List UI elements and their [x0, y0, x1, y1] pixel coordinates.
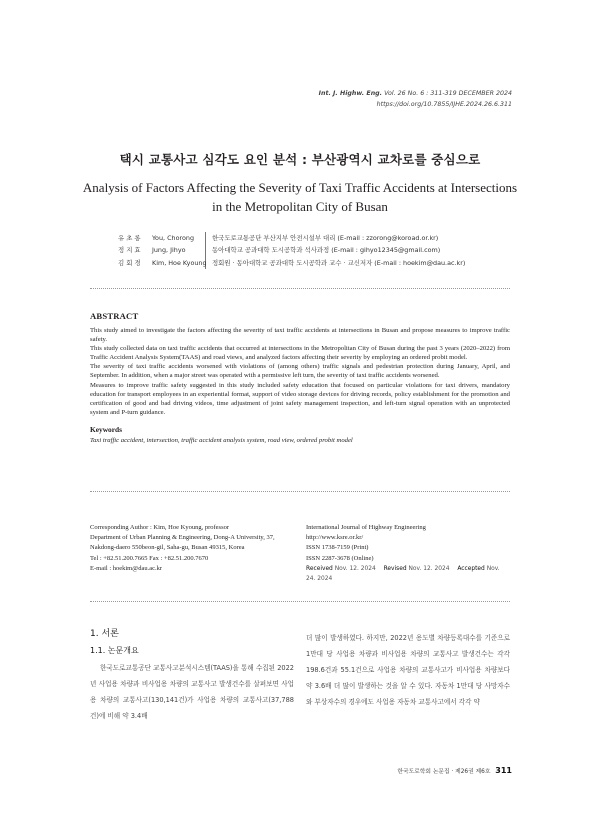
body-column-right — [306, 630, 510, 710]
journal-info-line: ISSN 1738-7159 (Print) — [306, 544, 369, 552]
author-name-en: You, Chorong — [152, 232, 206, 244]
dates-line — [306, 564, 510, 584]
author-affiliation: 한국도로교통공단 부산지부 안전시설부 대리 (E-mail : zzorong@koroad.or.kr) — [212, 234, 439, 242]
author-name-ko: 유 초 롱 — [118, 234, 141, 242]
corr-line: Corresponding Author : Kim, Hoe Kyoung, professor — [90, 524, 230, 531]
footer-journal: 한국도로학회 논문집 · 제26권 제6호 — [397, 769, 491, 775]
divider — [90, 491, 510, 492]
abstract-paragraph: Measures to improve traffic safety suggested in this study included safety education that focused on particular violations for taxi drivers, mandatory education for transport employees in an experiential format, support of video storage devices for driving records, policy establishment for the promotion and certification of good and bad driving videos, time adjustment of joint safety management inspection, and left-turn signal operation with an unprotected system and P-turn guidance. — [90, 381, 510, 416]
corr-line: Department of Urban Planning & Engineering, Dong-A University, 37, — [90, 534, 275, 542]
title-korean: 택시 교통사고 심각도 요인 분석 : 부산광역시 교차로를 중심으로 — [119, 152, 481, 167]
subsection-title: 1.1. 논문개요 — [90, 646, 139, 655]
journal-volume: Vol. 26 No. 6 : 311-319 DECEMBER 2024 — [384, 90, 512, 97]
body-paragraph: 한국도로교통공단 교통사고분석시스템(TAAS)을 통해 수집된 2022년 사업용 차량과 비사업용 차량의 교통사고 발생건수를 살펴보면 사업용 차량의 교통사고(130,141건)가 사업용 차량의 교통사고(37,788건)에 비해 약 3.4배 — [90, 664, 294, 720]
keywords-text: Taxi traffic accident, intersection, traffic accident analysis system, road view, ordered probit model — [90, 436, 353, 444]
journal-info-line: International Journal of Highway Engineering — [306, 524, 426, 531]
abstract-paragraph: The severity of taxi traffic accidents worsened with violations of (among others) traffic signals and pedestrian protection during January, April, and September. In addition, when a major street was operated with a permissive left turn, the severity of taxi traffic accidents worsened. — [90, 363, 510, 380]
revised-date: Nov. 12. 2024 — [408, 565, 450, 572]
journal-info-line: ISSN 2287-3678 (Online) — [306, 554, 374, 562]
author-list — [118, 232, 465, 269]
title-english-line2: in the Metropolitan City of Busan — [212, 199, 388, 214]
accepted-date: Nov. 24. 2024 — [306, 565, 500, 583]
abstract-paragraph: This study aimed to investigate the factors affecting the severity of taxi traffic accidents at intersections in Busan and propose measures to improve traffic safety. — [90, 327, 510, 344]
author-name-ko: 정 지 효 — [118, 246, 141, 255]
journal-url[interactable]: http://www.ksre.or.kr/ — [306, 534, 364, 542]
divider — [90, 601, 510, 602]
accepted-label: Accepted — [457, 565, 485, 572]
doi-link[interactable]: https://doi.org/10.7855/IJHE.2024.26.6.311 — [376, 101, 512, 108]
page-footer — [397, 766, 512, 775]
author-row — [118, 257, 465, 269]
section-title: 1. 서론 — [90, 629, 119, 639]
author-affiliation: 동아대학교 공과대학 도시공학과 석사과정 (E-mail : gihyo12345@gmail.com) — [212, 246, 441, 255]
received-label: Received — [306, 565, 333, 572]
author-name-en: Jung, Jihyo — [152, 244, 206, 256]
body-column-left — [90, 628, 294, 724]
author-name-ko: 김 회 경 — [118, 258, 141, 267]
received-date: Nov. 12. 2024 — [334, 565, 376, 572]
author-name-en: Kim, Hoe Kyoung — [152, 257, 206, 269]
author-affiliation: 정회원 · 동아대학교 공과대학 도시공학과 교수 · 교신저자 (E-mail : hoekim@dau.ac.kr) — [212, 258, 466, 267]
abstract-paragraph: This study collected data on taxi traffic accidents that occurred at intersections in the Metropolitan City of Busan during the past 3 years (2020–2022) from Traffic Accident Analysis System(TAAS) and road views, and analyzed factors affecting their severity by employing an ordered probit model. — [90, 345, 510, 362]
abstract-heading: ABSTRACT — [90, 311, 139, 321]
journal-info-block — [306, 523, 510, 584]
corr-line: Nakdong-daero 550beon-gil, Saha-gu, Busan 49315, Korea — [90, 544, 245, 552]
title-english — [60, 178, 540, 216]
author-row — [118, 232, 465, 244]
journal-abbrev: Int. J. Highw. Eng. — [318, 90, 383, 97]
abstract-section — [90, 311, 510, 445]
corresponding-author-block — [90, 523, 300, 574]
title-english-line1: Analysis of Factors Affecting the Severity of Taxi Traffic Accidents at Intersections — [82, 180, 518, 195]
corr-line: Tel : +82.51.200.7665 Fax : +82.51.200.7670 — [90, 554, 209, 562]
keywords-heading: Keywords — [90, 424, 123, 434]
divider — [90, 288, 510, 289]
page-number: 311 — [495, 766, 512, 775]
corr-line: E-mail : hoekim@dau.ac.kr — [90, 564, 163, 572]
author-row — [118, 244, 465, 256]
body-paragraph: 더 많이 발생하였다. 하지만, 2022년 용도별 차량등록대수를 기준으로 1만대 당 사업용 차량과 비사업용 차량의 교통사고 발생건수는 각각 198.6건과 55.1건으로 사업용 차량의 교통사고가 비사업용 차량보다 약 3.6배 더 많이 발생하는 것을 알 수 있다. 자동차 1만대 당 사망자수와 부상자수의 경우에도 사업용 자동차 교통사고에서 각각 약 — [306, 634, 510, 706]
revised-label: Revised — [383, 565, 407, 572]
journal-citation — [319, 88, 512, 110]
